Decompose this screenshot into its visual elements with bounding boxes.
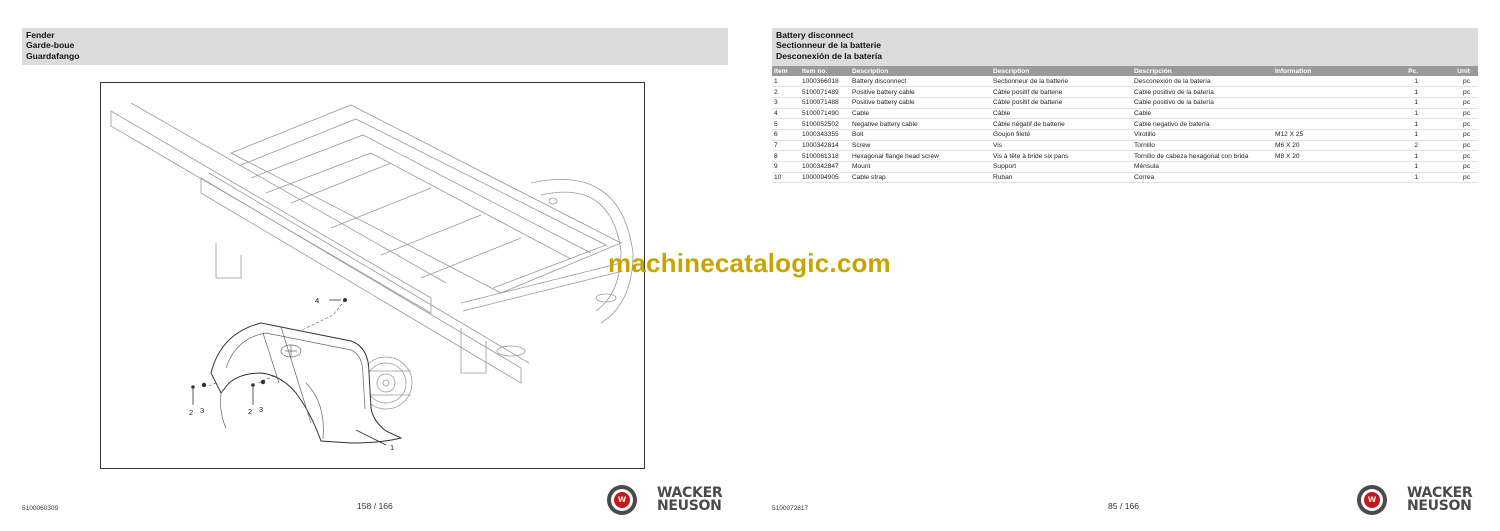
cell-item-no: 1000094905 (800, 172, 850, 183)
cell-pc: 1 (1386, 119, 1432, 130)
callout-2b: 2 (248, 407, 253, 416)
cell-item: 9 (772, 162, 800, 173)
cell-description-fr: Câble positif de batterie (991, 87, 1132, 98)
parts-table-header (772, 66, 1478, 76)
cell-information: M6 X 20 (1273, 140, 1386, 151)
cell-description-en: Mount (850, 162, 991, 173)
brand-logo-right (1357, 485, 1472, 515)
cell-description-es: Cable negativo de batería (1132, 119, 1273, 130)
cell-item: 6 (772, 129, 800, 140)
cell-description-es: Desconexión de la batería (1132, 76, 1273, 87)
watermark-text: machinecatalogic.com (608, 248, 891, 278)
callout-4: 4 (315, 296, 320, 305)
cell-item: 7 (772, 140, 800, 151)
cell-item: 4 (772, 108, 800, 119)
brand-logo-left (607, 485, 722, 515)
wacker-neuson-logo-icon: w (607, 485, 637, 515)
cell-unit: pc (1432, 140, 1478, 151)
table-row (772, 119, 1478, 130)
cell-description-es: Cable positivo de la batería (1132, 97, 1273, 108)
cell-description-en: Hexagonal flange head screw (850, 151, 991, 162)
cell-description-en: Battery disconnect (850, 76, 991, 87)
cell-pc: 1 (1386, 151, 1432, 162)
cell-pc: 1 (1386, 108, 1432, 119)
callout-2a: 2 (189, 408, 194, 417)
cell-unit: pc (1432, 108, 1478, 119)
cell-description-en: Screw (850, 140, 991, 151)
cell-pc: 1 (1386, 76, 1432, 87)
title-es: Guardafango (26, 50, 80, 61)
cell-pc: 1 (1386, 87, 1432, 98)
table-row (772, 87, 1478, 98)
title-fr: Sectionneur de la batterie (776, 40, 882, 51)
right-doc-number: 5100072817 (772, 505, 809, 512)
cell-pc: 1 (1386, 129, 1432, 140)
cell-information (1273, 76, 1386, 87)
cell-unit: pc (1432, 119, 1478, 130)
cell-item: 2 (772, 87, 800, 98)
callout-3b: 3 (259, 405, 264, 414)
cell-item-no: 1000342814 (800, 140, 850, 151)
left-page-number: 158 / 166 (357, 501, 393, 511)
cell-unit: pc (1432, 76, 1478, 87)
cell-description-es: Virotillo (1132, 129, 1273, 140)
header-item-no: Item no. (800, 66, 850, 76)
callout-1: 1 (390, 443, 395, 452)
cell-description-en: Cable strap (850, 172, 991, 183)
parts-table (772, 66, 1478, 183)
cell-description-es: Cable positivo de la batería (1132, 87, 1273, 98)
cell-information (1273, 162, 1386, 173)
table-row (772, 172, 1478, 183)
brand-line-2: NEUSON (657, 498, 722, 514)
cell-unit: pc (1432, 129, 1478, 140)
cell-information: M8 X 20 (1273, 151, 1386, 162)
header-description-es: Descripción (1132, 66, 1273, 76)
title-en: Battery disconnect (776, 30, 854, 40)
title-fr: Garde-boue (26, 40, 75, 51)
cell-item: 3 (772, 97, 800, 108)
cell-item: 8 (772, 151, 800, 162)
brand-line-2: NEUSON (1407, 498, 1472, 514)
parts-table-body (772, 76, 1478, 183)
table-row (772, 162, 1478, 173)
cell-description-fr: Câble (991, 108, 1132, 119)
cell-information (1273, 172, 1386, 183)
cell-description-fr: Ruban (991, 172, 1132, 183)
header-description-en: Description (850, 66, 991, 76)
cell-description-fr: Câble positif de batterie (991, 97, 1132, 108)
cell-description-es: Ménsula (1132, 162, 1273, 173)
cell-description-en: Positive battery cable (850, 87, 991, 98)
brand-line-1: WACKER (657, 485, 723, 501)
cell-item: 10 (772, 172, 800, 183)
cell-information: M12 X 25 (1273, 129, 1386, 140)
cell-description-fr: Vis (991, 140, 1132, 151)
cell-description-en: Negative battery cable (850, 119, 991, 130)
cell-description-fr: Câble négatif de batterie (991, 119, 1132, 130)
fender-drawing-svg (101, 83, 645, 469)
fender-exploded-drawing (100, 82, 645, 469)
table-row (772, 97, 1478, 108)
cell-information (1273, 119, 1386, 130)
cell-item-no: 1000343355 (800, 129, 850, 140)
cell-unit: pc (1432, 172, 1478, 183)
cell-description-es: Tornillo de cabeza hexagonal con brida (1132, 151, 1273, 162)
cell-item-no: 5100071489 (800, 87, 850, 98)
table-row (772, 129, 1478, 140)
cell-description-en: Positive battery cable (850, 97, 991, 108)
cell-unit: pc (1432, 162, 1478, 173)
cell-item-no: 5100052502 (800, 119, 850, 130)
cell-item-no: 1000366018 (800, 76, 850, 87)
cell-pc: 1 (1386, 97, 1432, 108)
table-row (772, 108, 1478, 119)
cell-description-es: Correa (1132, 172, 1273, 183)
cell-pc: 1 (1386, 162, 1432, 173)
cell-item-no: 5100071488 (800, 97, 850, 108)
cell-description-fr: Goujon fileté (991, 129, 1132, 140)
callout-3a: 3 (200, 406, 205, 415)
cell-information (1273, 87, 1386, 98)
header-unit: Unit (1432, 66, 1478, 76)
cell-unit: pc (1432, 97, 1478, 108)
cell-item-no: 1000342847 (800, 162, 850, 173)
cell-description-fr: Sectionneur de la batterie (991, 76, 1132, 87)
title-en: Fender (26, 30, 55, 40)
cell-description-fr: Support (991, 162, 1132, 173)
cell-item-no: 5100061318 (800, 151, 850, 162)
cell-information (1273, 108, 1386, 119)
table-row (772, 76, 1478, 87)
cell-item: 1 (772, 76, 800, 87)
cell-description-en: Cable (850, 108, 991, 119)
table-row (772, 151, 1478, 162)
left-title-band (22, 28, 728, 65)
cell-unit: pc (1432, 151, 1478, 162)
cell-information (1273, 97, 1386, 108)
cell-description-en: Bolt (850, 129, 991, 140)
header-item: Item (772, 66, 800, 76)
wacker-neuson-logo-icon: w (1357, 485, 1387, 515)
header-pc: Pc. (1386, 66, 1432, 76)
cell-item: 5 (772, 119, 800, 130)
right-page-number: 85 / 166 (1108, 501, 1140, 511)
cell-description-es: Cable (1132, 108, 1273, 119)
brand-line-1: WACKER (1407, 485, 1473, 501)
right-title-band (772, 28, 1478, 66)
header-information: Information (1273, 66, 1386, 76)
table-row (772, 140, 1478, 151)
header-description-fr: Description (991, 66, 1132, 76)
cell-item-no: 5100071490 (800, 108, 850, 119)
cell-description-fr: Vis à tête à bride six pans (991, 151, 1132, 162)
cell-pc: 1 (1386, 172, 1432, 183)
cell-unit: pc (1432, 87, 1478, 98)
cell-description-es: Tornillo (1132, 140, 1273, 151)
title-es: Desconexión de la batería (776, 50, 883, 61)
left-doc-number: 5100060309 (22, 505, 59, 512)
cell-pc: 2 (1386, 140, 1432, 151)
